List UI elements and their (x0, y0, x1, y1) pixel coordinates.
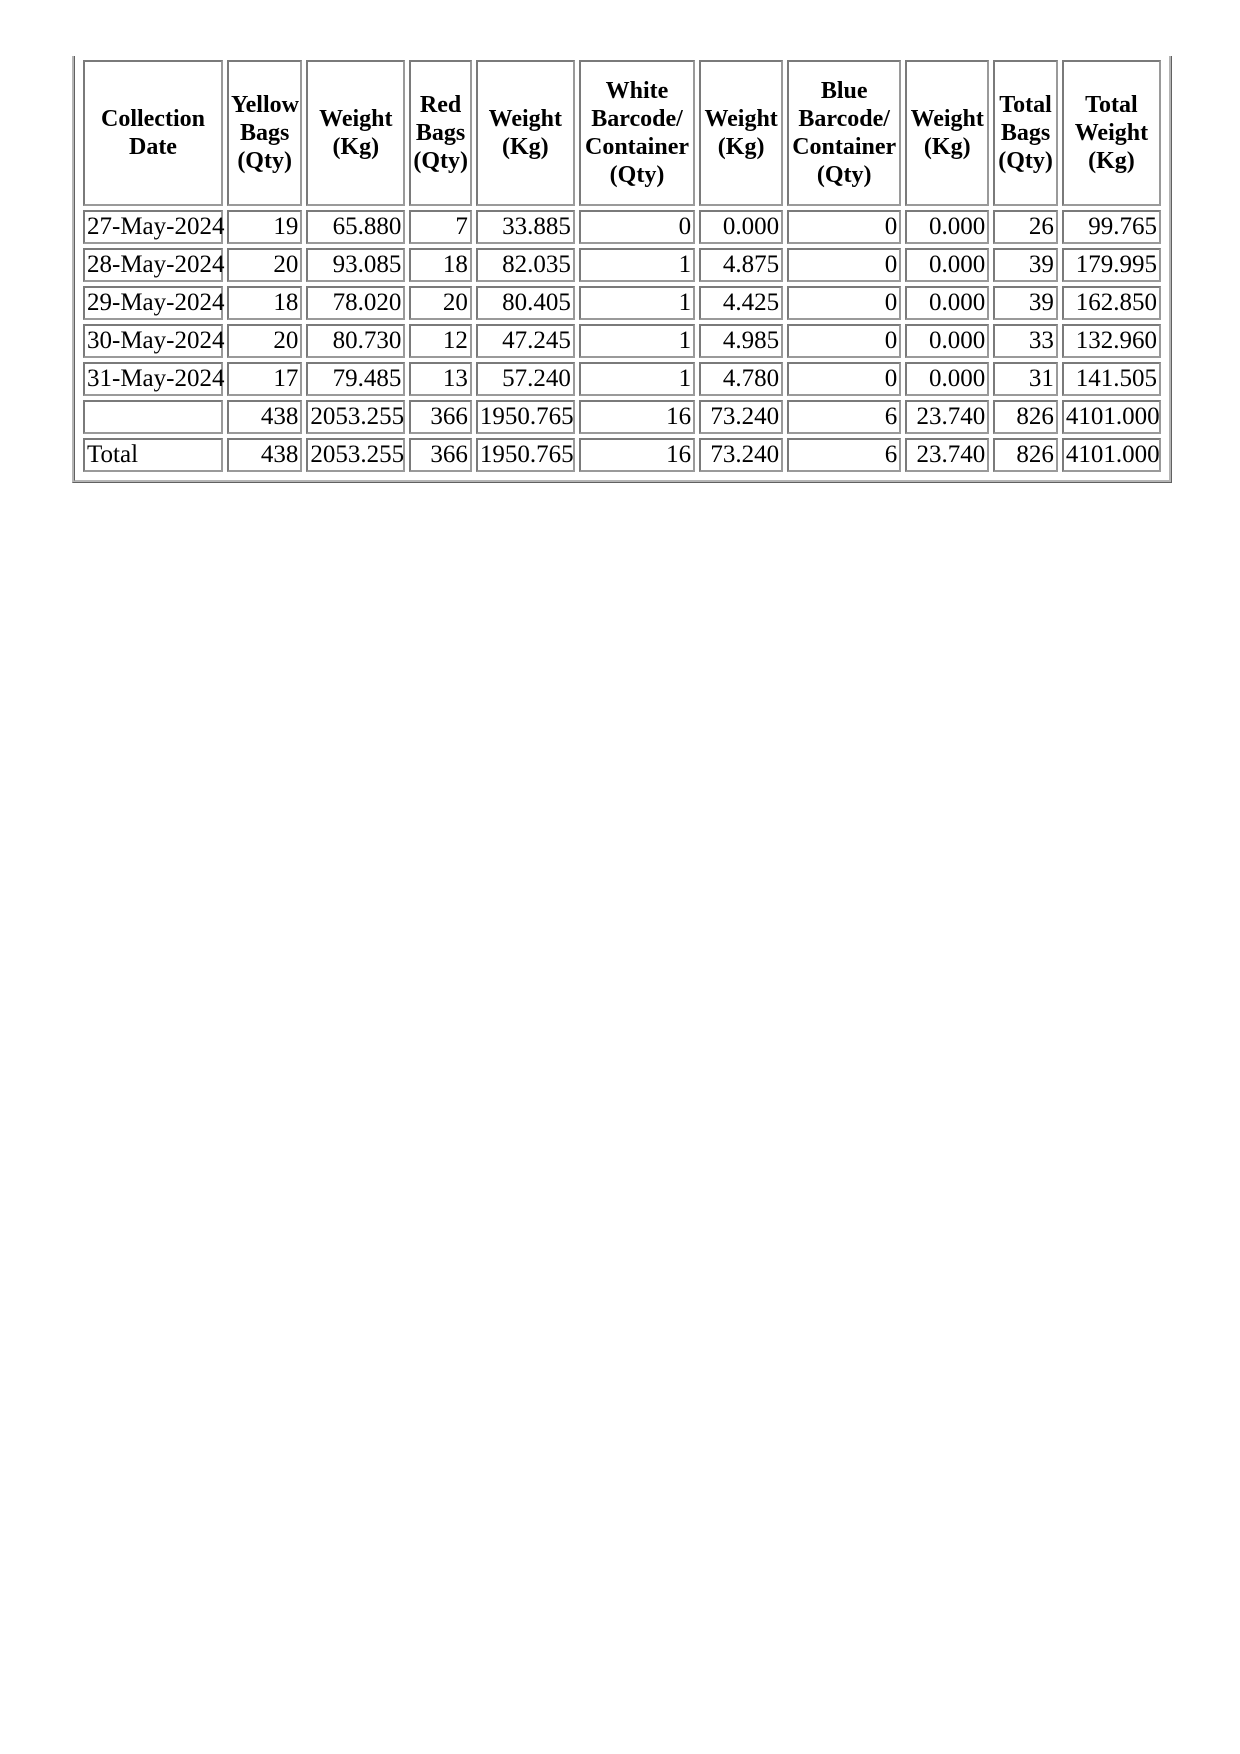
table-cell: 1 (579, 324, 695, 358)
table-row (83, 248, 1161, 282)
table-cell: 7 (409, 210, 471, 244)
table-cell: 0 (787, 286, 901, 320)
table-cell: 73.240 (699, 438, 783, 472)
table-cell: 78.020 (306, 286, 405, 320)
table-cell: 141.505 (1062, 362, 1161, 396)
header-total-weight: Total Weight (Kg) (1062, 60, 1161, 206)
report-table-frame (72, 56, 1172, 483)
table-cell: 1950.765 (476, 400, 575, 434)
table-cell: 79.485 (306, 362, 405, 396)
table-cell: 17 (227, 362, 302, 396)
table-cell-date: Total (83, 438, 223, 472)
table-cell: 20 (227, 324, 302, 358)
table-cell: 4.780 (699, 362, 783, 396)
table-cell: 0 (787, 324, 901, 358)
table-cell: 0.000 (699, 210, 783, 244)
header-white-container-qty: White Barcode/ Container (Qty) (579, 60, 695, 206)
table-cell: 0.000 (905, 362, 989, 396)
table-cell: 99.765 (1062, 210, 1161, 244)
table-cell: 31 (993, 362, 1058, 396)
table-row (83, 286, 1161, 320)
table-cell: 65.880 (306, 210, 405, 244)
table-cell: 0 (579, 210, 695, 244)
header-white-weight: Weight (Kg) (699, 60, 783, 206)
table-cell: 366 (409, 400, 471, 434)
table-cell: 33.885 (476, 210, 575, 244)
table-cell: 93.085 (306, 248, 405, 282)
table-cell: 1950.765 (476, 438, 575, 472)
table-cell: 20 (227, 248, 302, 282)
table-cell: 82.035 (476, 248, 575, 282)
table-cell: 826 (993, 400, 1058, 434)
table-cell: 13 (409, 362, 471, 396)
table-cell-date: 27-May-2024 (83, 210, 223, 244)
table-cell: 826 (993, 438, 1058, 472)
header-blue-weight: Weight (Kg) (905, 60, 989, 206)
table-cell: 57.240 (476, 362, 575, 396)
table-cell: 20 (409, 286, 471, 320)
table-cell: 18 (409, 248, 471, 282)
table-cell: 47.245 (476, 324, 575, 358)
table-row (83, 324, 1161, 358)
table-cell: 12 (409, 324, 471, 358)
table-cell: 18 (227, 286, 302, 320)
table-row (83, 210, 1161, 244)
table-body (83, 210, 1161, 472)
table-cell: 26 (993, 210, 1058, 244)
table-cell: 438 (227, 400, 302, 434)
table-cell: 39 (993, 286, 1058, 320)
table-cell-date: 31-May-2024 (83, 362, 223, 396)
table-cell: 2053.255 (306, 438, 405, 472)
table-cell: 0 (787, 210, 901, 244)
table-row (83, 362, 1161, 396)
table-cell-date: 30-May-2024 (83, 324, 223, 358)
table-cell: 4.985 (699, 324, 783, 358)
table-cell: 23.740 (905, 438, 989, 472)
table-cell: 4101.000 (1062, 438, 1161, 472)
table-cell: 0.000 (905, 248, 989, 282)
table-cell: 4101.000 (1062, 400, 1161, 434)
table-cell: 16 (579, 400, 695, 434)
table-cell: 16 (579, 438, 695, 472)
table-cell: 4.425 (699, 286, 783, 320)
table-cell: 1 (579, 286, 695, 320)
header-yellow-weight: Weight (Kg) (306, 60, 405, 206)
header-red-weight: Weight (Kg) (476, 60, 575, 206)
table-cell: 438 (227, 438, 302, 472)
table-cell: 366 (409, 438, 471, 472)
table-cell: 0.000 (905, 210, 989, 244)
table-cell: 1 (579, 248, 695, 282)
table-cell: 6 (787, 400, 901, 434)
header-red-bags-qty: Red Bags (Qty) (409, 60, 471, 206)
table-cell: 132.960 (1062, 324, 1161, 358)
table-cell: 80.730 (306, 324, 405, 358)
table-cell: 0.000 (905, 286, 989, 320)
table-cell: 0 (787, 362, 901, 396)
header-yellow-bags-qty: Yellow Bags (Qty) (227, 60, 302, 206)
table-cell: 179.995 (1062, 248, 1161, 282)
table-cell: 4.875 (699, 248, 783, 282)
table-cell: 80.405 (476, 286, 575, 320)
table-cell: 1 (579, 362, 695, 396)
table-cell: 2053.255 (306, 400, 405, 434)
table-cell-date: 28-May-2024 (83, 248, 223, 282)
table-cell: 73.240 (699, 400, 783, 434)
table-cell: 6 (787, 438, 901, 472)
table-cell: 0.000 (905, 324, 989, 358)
header-row (83, 60, 1161, 206)
table-cell: 33 (993, 324, 1058, 358)
header-blue-container-qty: Blue Barcode/ Container (Qty) (787, 60, 901, 206)
table-cell-date: 29-May-2024 (83, 286, 223, 320)
collection-report-table (79, 56, 1165, 476)
table-cell: 0 (787, 248, 901, 282)
header-total-bags-qty: Total Bags (Qty) (993, 60, 1058, 206)
table-row (83, 400, 1161, 434)
table-row (83, 438, 1161, 472)
table-cell: 162.850 (1062, 286, 1161, 320)
table-cell: 39 (993, 248, 1058, 282)
table-cell-date (83, 400, 223, 434)
table-cell: 23.740 (905, 400, 989, 434)
table-cell: 19 (227, 210, 302, 244)
header-collection-date: Collection Date (83, 60, 223, 206)
